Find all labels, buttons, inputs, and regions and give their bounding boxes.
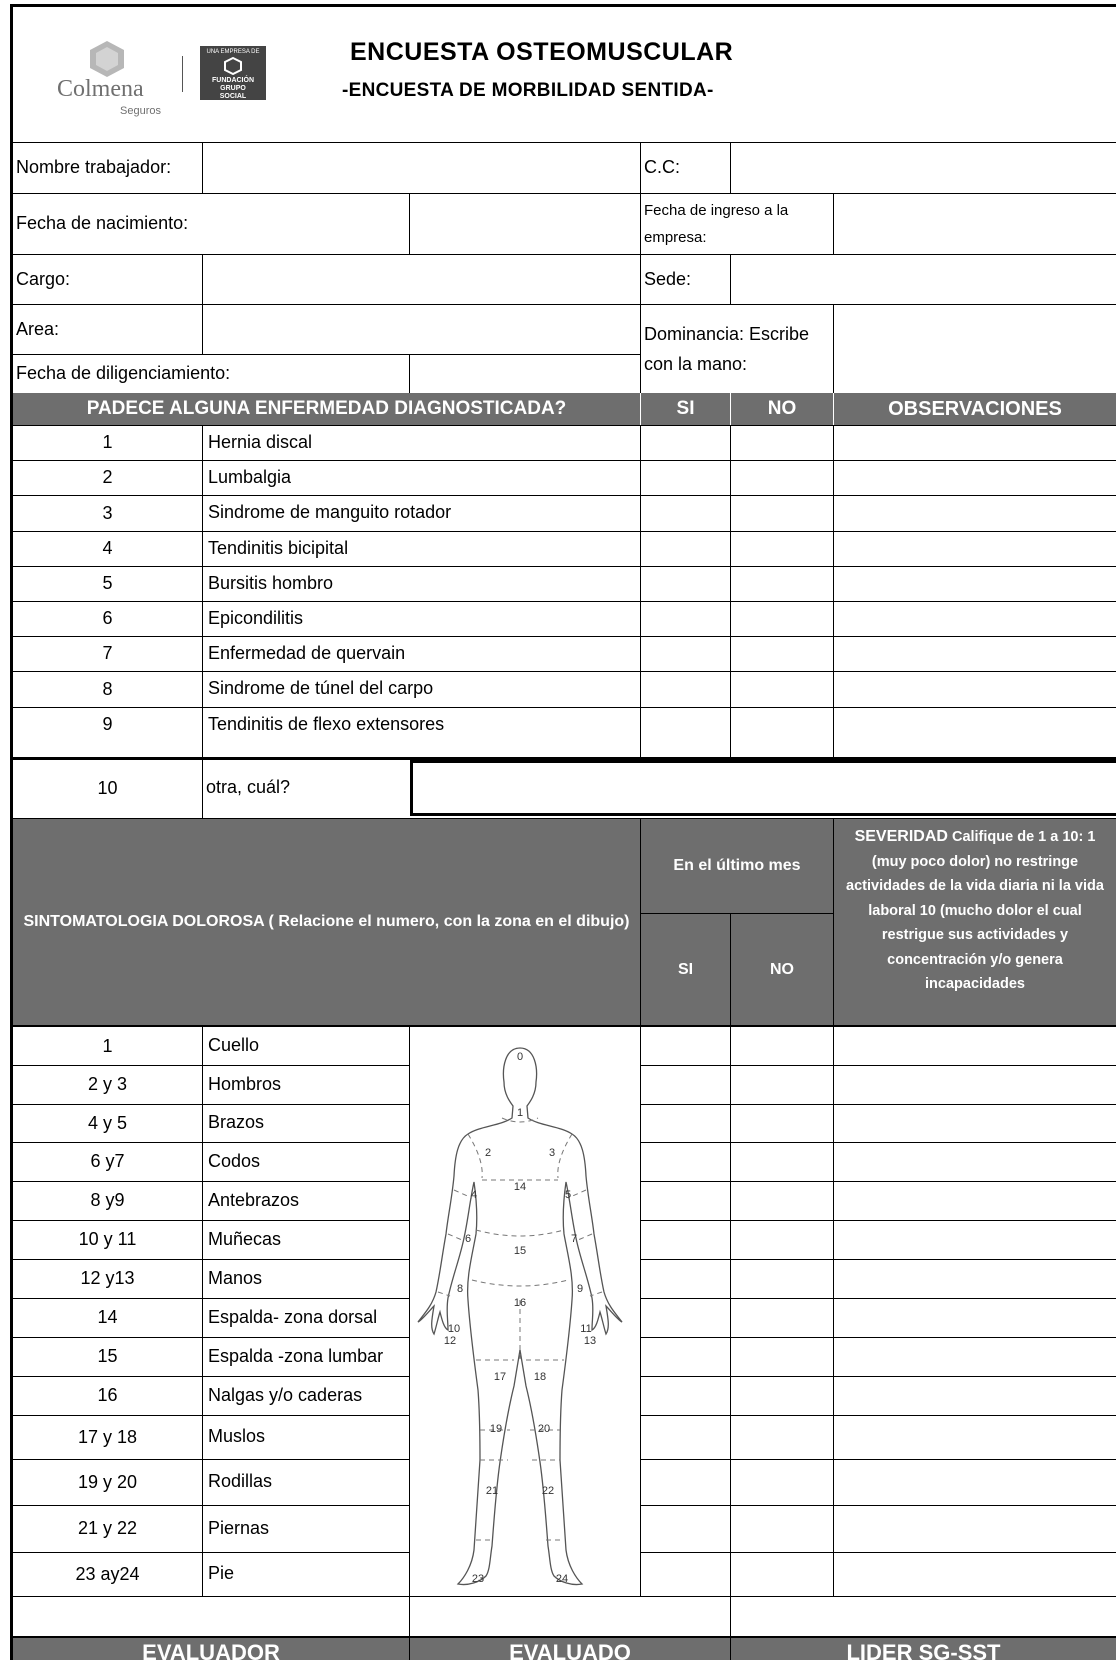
disease-number: 6 bbox=[102, 608, 113, 628]
grid-line bbox=[730, 425, 731, 757]
logo-separator bbox=[182, 56, 183, 92]
zone-number: 19 y 20 bbox=[77, 1471, 138, 1492]
severity-cell[interactable] bbox=[834, 1460, 1116, 1505]
symptom-no-cell[interactable] bbox=[731, 1553, 833, 1596]
diagram-label: 3 bbox=[548, 1147, 556, 1159]
area-field[interactable] bbox=[203, 305, 640, 355]
zone-number: 2 y 3 bbox=[87, 1074, 128, 1094]
dominancia-field[interactable] bbox=[834, 305, 1116, 393]
severity-cell[interactable] bbox=[834, 1105, 1116, 1142]
partner-logo bbox=[200, 46, 266, 100]
zone-name: Muñecas bbox=[208, 1228, 282, 1249]
disease-name: Sindrome de manguito rotador bbox=[208, 502, 452, 523]
diagram-label: 4 bbox=[470, 1189, 478, 1201]
nombre-label: Nombre trabajador: bbox=[16, 157, 172, 178]
symptom-no-cell[interactable] bbox=[731, 1460, 833, 1505]
disease-si-cell[interactable] bbox=[641, 637, 730, 671]
disease-name: Epicondilitis bbox=[208, 607, 304, 628]
cargo-label: Cargo: bbox=[16, 268, 71, 289]
disease-name: Hernia discal bbox=[208, 431, 313, 452]
disease-no-cell[interactable] bbox=[731, 461, 833, 495]
disease-no-cell[interactable] bbox=[731, 496, 833, 531]
disease-si-cell[interactable] bbox=[641, 496, 730, 531]
zone-name: Espalda -zona lumbar bbox=[208, 1345, 384, 1366]
disease-no-cell[interactable] bbox=[731, 426, 833, 460]
grid-line bbox=[640, 425, 641, 757]
colmena-logo bbox=[55, 38, 165, 138]
diagram-label: 24 bbox=[555, 1573, 569, 1585]
disease-observaciones-cell[interactable] bbox=[834, 532, 1116, 566]
diagram-label: 6 bbox=[464, 1233, 472, 1245]
diagram-label: 10 bbox=[447, 1323, 461, 1335]
disease-si-cell[interactable] bbox=[641, 672, 730, 707]
severity-cell[interactable] bbox=[834, 1506, 1116, 1552]
symptom-si-cell[interactable] bbox=[641, 1182, 730, 1220]
symptom-si-cell[interactable] bbox=[641, 1105, 730, 1142]
disease-number: 7 bbox=[102, 643, 113, 663]
zone-name: Manos bbox=[208, 1267, 263, 1288]
diagram-label: 15 bbox=[513, 1245, 527, 1257]
severity-cell[interactable] bbox=[834, 1338, 1116, 1376]
disease-observaciones-cell[interactable] bbox=[834, 461, 1116, 495]
disease-number: 5 bbox=[102, 573, 113, 593]
severity-title: SEVERIDAD bbox=[854, 828, 948, 845]
grid-line bbox=[833, 425, 834, 757]
diagram-label: 16 bbox=[513, 1297, 527, 1309]
zone-number: 4 y 5 bbox=[87, 1112, 128, 1133]
disease-si-cell[interactable] bbox=[641, 567, 730, 601]
symptom-no-cell[interactable] bbox=[731, 1028, 833, 1065]
diagram-label: 20 bbox=[537, 1423, 551, 1435]
disease-si-cell[interactable] bbox=[641, 461, 730, 495]
zone-name: Espalda- zona dorsal bbox=[208, 1306, 378, 1327]
severity-header bbox=[834, 819, 1116, 1025]
disease-name: Enfermedad de quervain bbox=[208, 642, 406, 663]
symptom-no-cell[interactable] bbox=[731, 1182, 833, 1220]
zone-name: Cuello bbox=[208, 1035, 260, 1056]
cargo-field[interactable] bbox=[203, 255, 640, 304]
diseases-si-header: SI bbox=[641, 393, 730, 425]
diagram-label: 18 bbox=[533, 1371, 547, 1383]
diagram-label: 1 bbox=[516, 1107, 524, 1119]
diagram-label: 19 bbox=[489, 1423, 503, 1435]
disease-observaciones-cell[interactable] bbox=[834, 496, 1116, 531]
symptom-no-cell[interactable] bbox=[731, 1143, 833, 1181]
survey-title: ENCUESTA OSTEOMUSCULAR bbox=[350, 38, 734, 66]
diagram-label: 23 bbox=[471, 1573, 485, 1585]
fecha-nacimiento-label: Fecha de nacimiento: bbox=[16, 213, 189, 234]
disease-number: 9 bbox=[102, 714, 113, 734]
disease-no-cell[interactable] bbox=[731, 532, 833, 566]
zone-name: Codos bbox=[208, 1150, 261, 1171]
zone-number: 23 ay24 bbox=[75, 1563, 140, 1584]
fecha-ingreso-label: Fecha de ingreso a la empresa: bbox=[644, 202, 789, 246]
zone-number: 10 y 11 bbox=[78, 1229, 137, 1249]
symptom-si-cell[interactable] bbox=[641, 1416, 730, 1459]
grid-line bbox=[730, 1027, 731, 1596]
other-num: 10 bbox=[97, 777, 118, 798]
disease-number: 2 bbox=[102, 467, 113, 487]
area-label: Area: bbox=[16, 319, 60, 340]
severity-cell[interactable] bbox=[834, 1182, 1116, 1220]
diagram-label: 17 bbox=[493, 1371, 507, 1383]
zone-number: 15 bbox=[97, 1346, 118, 1366]
fecha-ingreso-field[interactable] bbox=[834, 194, 1116, 254]
disease-observaciones-cell[interactable] bbox=[834, 637, 1116, 671]
symptom-si-cell[interactable] bbox=[641, 1460, 730, 1505]
fecha-diligenciamiento-label: Fecha de diligenciamiento: bbox=[16, 363, 231, 384]
symptom-si-cell[interactable] bbox=[641, 1299, 730, 1337]
symptom-si-cell[interactable] bbox=[641, 1377, 730, 1415]
disease-number: 3 bbox=[102, 502, 113, 523]
symptom-si-cell[interactable] bbox=[641, 1260, 730, 1298]
disease-no-cell[interactable] bbox=[731, 637, 833, 671]
zone-name: Hombros bbox=[208, 1073, 282, 1094]
diagram-label: 13 bbox=[583, 1335, 597, 1347]
disease-si-cell[interactable] bbox=[641, 602, 730, 636]
partner-emblem-icon bbox=[223, 57, 243, 75]
zone-name: Antebrazos bbox=[208, 1189, 300, 1210]
disease-name: Sindrome de túnel del carpo bbox=[208, 678, 434, 699]
disease-name: Bursitis hombro bbox=[208, 572, 334, 593]
diseases-no-header: NO bbox=[731, 393, 833, 425]
symptom-no-cell[interactable] bbox=[731, 1338, 833, 1376]
symptom-no-cell[interactable] bbox=[731, 1066, 833, 1104]
symptom-no-cell[interactable] bbox=[731, 1506, 833, 1552]
diseases-observaciones-header: OBSERVACIONES bbox=[834, 393, 1116, 425]
symptom-no-cell[interactable] bbox=[731, 1377, 833, 1415]
grid-line bbox=[640, 1027, 641, 1596]
symptom-si-cell[interactable] bbox=[641, 1143, 730, 1181]
symptoms-si-header: SI bbox=[641, 914, 730, 1025]
diagram-label: 12 bbox=[443, 1335, 457, 1347]
symptom-no-cell[interactable] bbox=[731, 1299, 833, 1337]
fecha-diligenciamiento-field[interactable] bbox=[410, 355, 640, 393]
severity-cell[interactable] bbox=[834, 1377, 1116, 1415]
disease-observaciones-cell[interactable] bbox=[834, 602, 1116, 636]
disease-observaciones-cell[interactable] bbox=[834, 708, 1116, 742]
zone-number: 6 y7 bbox=[90, 1151, 125, 1171]
diagram-label: 5 bbox=[564, 1189, 572, 1201]
diseases-header: PADECE ALGUNA ENFERMEDAD DIAGNOSTICADA? bbox=[13, 393, 640, 425]
nombre-field[interactable] bbox=[203, 143, 640, 193]
symptom-si-cell[interactable] bbox=[641, 1221, 730, 1259]
sede-label: Sede: bbox=[644, 268, 692, 289]
zone-number: 1 bbox=[102, 1035, 113, 1056]
zone-name: Piernas bbox=[208, 1517, 270, 1538]
diagram-label: 7 bbox=[570, 1233, 578, 1245]
diagram-label: 9 bbox=[576, 1283, 584, 1295]
symptom-no-cell[interactable] bbox=[731, 1221, 833, 1259]
severity-cell[interactable] bbox=[834, 1416, 1116, 1459]
disease-observaciones-cell[interactable] bbox=[834, 426, 1116, 460]
diagram-label: 0 bbox=[516, 1051, 524, 1063]
zone-name: Nalgas y/o caderas bbox=[208, 1384, 363, 1405]
lider-label: LIDER SG-SST bbox=[731, 1638, 1116, 1660]
symptom-si-cell[interactable] bbox=[641, 1338, 730, 1376]
severity-text: Califique de 1 a 10: 1 (muy poco dolor) no restringe actividades de la vida diaria ni la vida laboral 10 (mucho dolor el cual restrigue sus actividades y concentración y/o genera incapacidades bbox=[846, 829, 1104, 992]
disease-observaciones-cell[interactable] bbox=[834, 567, 1116, 601]
partner-top-text: UNA EMPRESA DE bbox=[206, 49, 260, 55]
disease-no-cell[interactable] bbox=[731, 708, 833, 742]
severity-cell[interactable] bbox=[834, 1221, 1116, 1259]
disease-name: Tendinitis de flexo extensores bbox=[208, 713, 445, 734]
disease-no-cell[interactable] bbox=[731, 567, 833, 601]
disease-number: 8 bbox=[102, 678, 113, 699]
disease-number: 1 bbox=[102, 432, 113, 452]
last-month-header: En el último mes bbox=[641, 819, 833, 913]
grid-line bbox=[202, 1027, 203, 1596]
symptom-si-cell[interactable] bbox=[641, 1066, 730, 1104]
evaluado-label: EVALUADO bbox=[410, 1638, 730, 1660]
grid-line bbox=[202, 425, 203, 757]
zone-number: 8 y9 bbox=[90, 1190, 125, 1210]
severity-cell[interactable] bbox=[834, 1260, 1116, 1298]
disease-no-cell[interactable] bbox=[731, 602, 833, 636]
symptom-si-cell[interactable] bbox=[641, 1506, 730, 1552]
zone-name: Brazos bbox=[208, 1112, 265, 1133]
cc-field[interactable] bbox=[731, 143, 1116, 193]
zone-name: Muslos bbox=[208, 1426, 266, 1447]
severity-cell[interactable] bbox=[834, 1066, 1116, 1104]
symptom-no-cell[interactable] bbox=[731, 1416, 833, 1459]
diagram-label: 14 bbox=[513, 1181, 527, 1193]
disease-number: 4 bbox=[102, 538, 113, 558]
zone-number: 17 y 18 bbox=[77, 1426, 138, 1447]
diagram-label: 22 bbox=[541, 1485, 555, 1497]
sede-field[interactable] bbox=[731, 255, 1116, 304]
zone-number: 21 y 22 bbox=[77, 1518, 138, 1538]
diagram-label: 11 bbox=[580, 1323, 592, 1335]
disease-name: Tendinitis bicipital bbox=[208, 537, 349, 558]
zone-number: 16 bbox=[97, 1385, 118, 1405]
evaluador-label: EVALUADOR bbox=[13, 1638, 409, 1660]
zone-number: 12 y13 bbox=[80, 1268, 135, 1288]
disease-observaciones-cell[interactable] bbox=[834, 672, 1116, 707]
logo-sub: Seguros bbox=[120, 105, 161, 117]
dominancia-label: Dominancia: Escribe con la mano: bbox=[644, 324, 810, 374]
diagram-label: 8 bbox=[456, 1283, 464, 1295]
symptom-si-cell[interactable] bbox=[641, 1028, 730, 1065]
footer-signature-blank[interactable] bbox=[13, 1612, 1116, 1636]
diagram-label: 2 bbox=[484, 1147, 492, 1159]
zone-name: Rodillas bbox=[208, 1471, 273, 1492]
disease-si-cell[interactable] bbox=[641, 708, 730, 742]
body-diagram bbox=[410, 1030, 640, 1600]
disease-name: Lumbalgia bbox=[208, 466, 292, 487]
grid-line bbox=[833, 1027, 834, 1596]
diagram-label: 21 bbox=[485, 1485, 499, 1497]
disease-si-cell[interactable] bbox=[641, 426, 730, 460]
symptoms-header: SINTOMATOLOGIA DOLOROSA ( Relacione el numero, con la zona en el dibujo) bbox=[13, 819, 640, 1025]
disease-si-cell[interactable] bbox=[641, 532, 730, 566]
severity-cell[interactable] bbox=[834, 1143, 1116, 1181]
partner-name-text: FUNDACIÓN GRUPO SOCIAL bbox=[212, 77, 254, 100]
severity-cell[interactable] bbox=[834, 1299, 1116, 1337]
severity-cell[interactable] bbox=[834, 1553, 1116, 1596]
zone-number: 14 bbox=[97, 1307, 118, 1327]
zone-name: Pie bbox=[208, 1563, 235, 1584]
symptom-no-cell[interactable] bbox=[731, 1260, 833, 1298]
disease-no-cell[interactable] bbox=[731, 672, 833, 707]
other-field[interactable] bbox=[410, 760, 1116, 816]
severity-cell[interactable] bbox=[834, 1028, 1116, 1065]
other-label: otra, cuál? bbox=[206, 777, 291, 798]
fecha-nacimiento-field[interactable] bbox=[410, 194, 640, 254]
symptoms-no-header: NO bbox=[731, 914, 833, 1025]
logo-name: Colmena bbox=[57, 76, 144, 102]
symptom-no-cell[interactable] bbox=[731, 1105, 833, 1142]
cc-label: C.C: bbox=[644, 157, 680, 178]
survey-subtitle: -ENCUESTA DE MORBILIDAD SENTIDA- bbox=[342, 80, 714, 101]
symptom-si-cell[interactable] bbox=[641, 1553, 730, 1596]
colmena-hexagon-icon bbox=[87, 40, 127, 78]
